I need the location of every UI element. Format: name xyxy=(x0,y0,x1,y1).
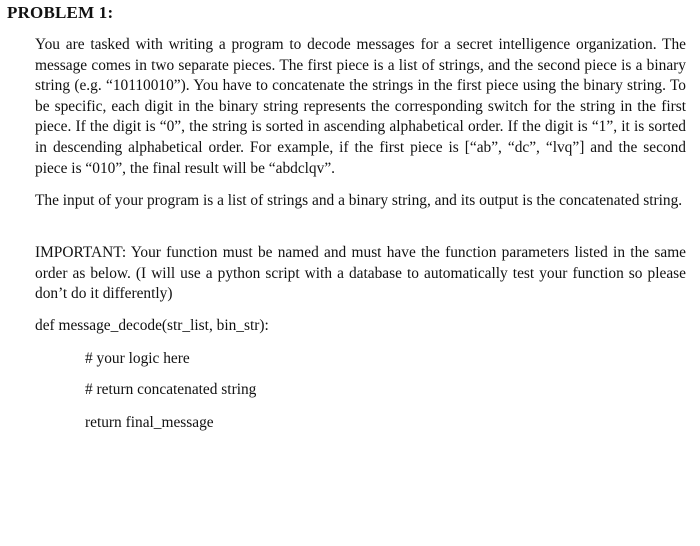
function-signature: def message_decode(str_list, bin_str): xyxy=(35,317,269,334)
problem-description-paragraph: You are tasked with writing a program to decode messages for a secret intelligence organization. The message comes in two separate pieces. The first piece is a list of strings, and the second piece is a binary string (e.g. “10110010”). You have to concatenate the strings in the first piece using the binary string. To be specific, each digit in the binary string represents the corresponding switch for the string in the first piece. If the digit is “0”, the string is sorted in ascending alphabetical order. If the digit is “1”, it is sorted in descending alphabetical order. For example, if the first piece is [“ab”, “dc”, “lvq”] and the second piece is “010”, the final result will be “abdclqv”. xyxy=(35,36,686,177)
code-return-statement: return final_message xyxy=(85,414,214,431)
important-note-paragraph: IMPORTANT: Your function must be named and must have the function parameters listed in the same order as below. (I will use a python script with a database to automatically test your function so please don’t do it differently) xyxy=(35,244,686,303)
code-comment-logic: # your logic here xyxy=(85,350,190,367)
problem-title: PROBLEM 1: xyxy=(7,3,114,22)
code-comment-return: # return concatenated string xyxy=(85,381,257,398)
input-output-paragraph: The input of your program is a list of strings and a binary string, and its output is the concatenated string. xyxy=(35,192,683,209)
